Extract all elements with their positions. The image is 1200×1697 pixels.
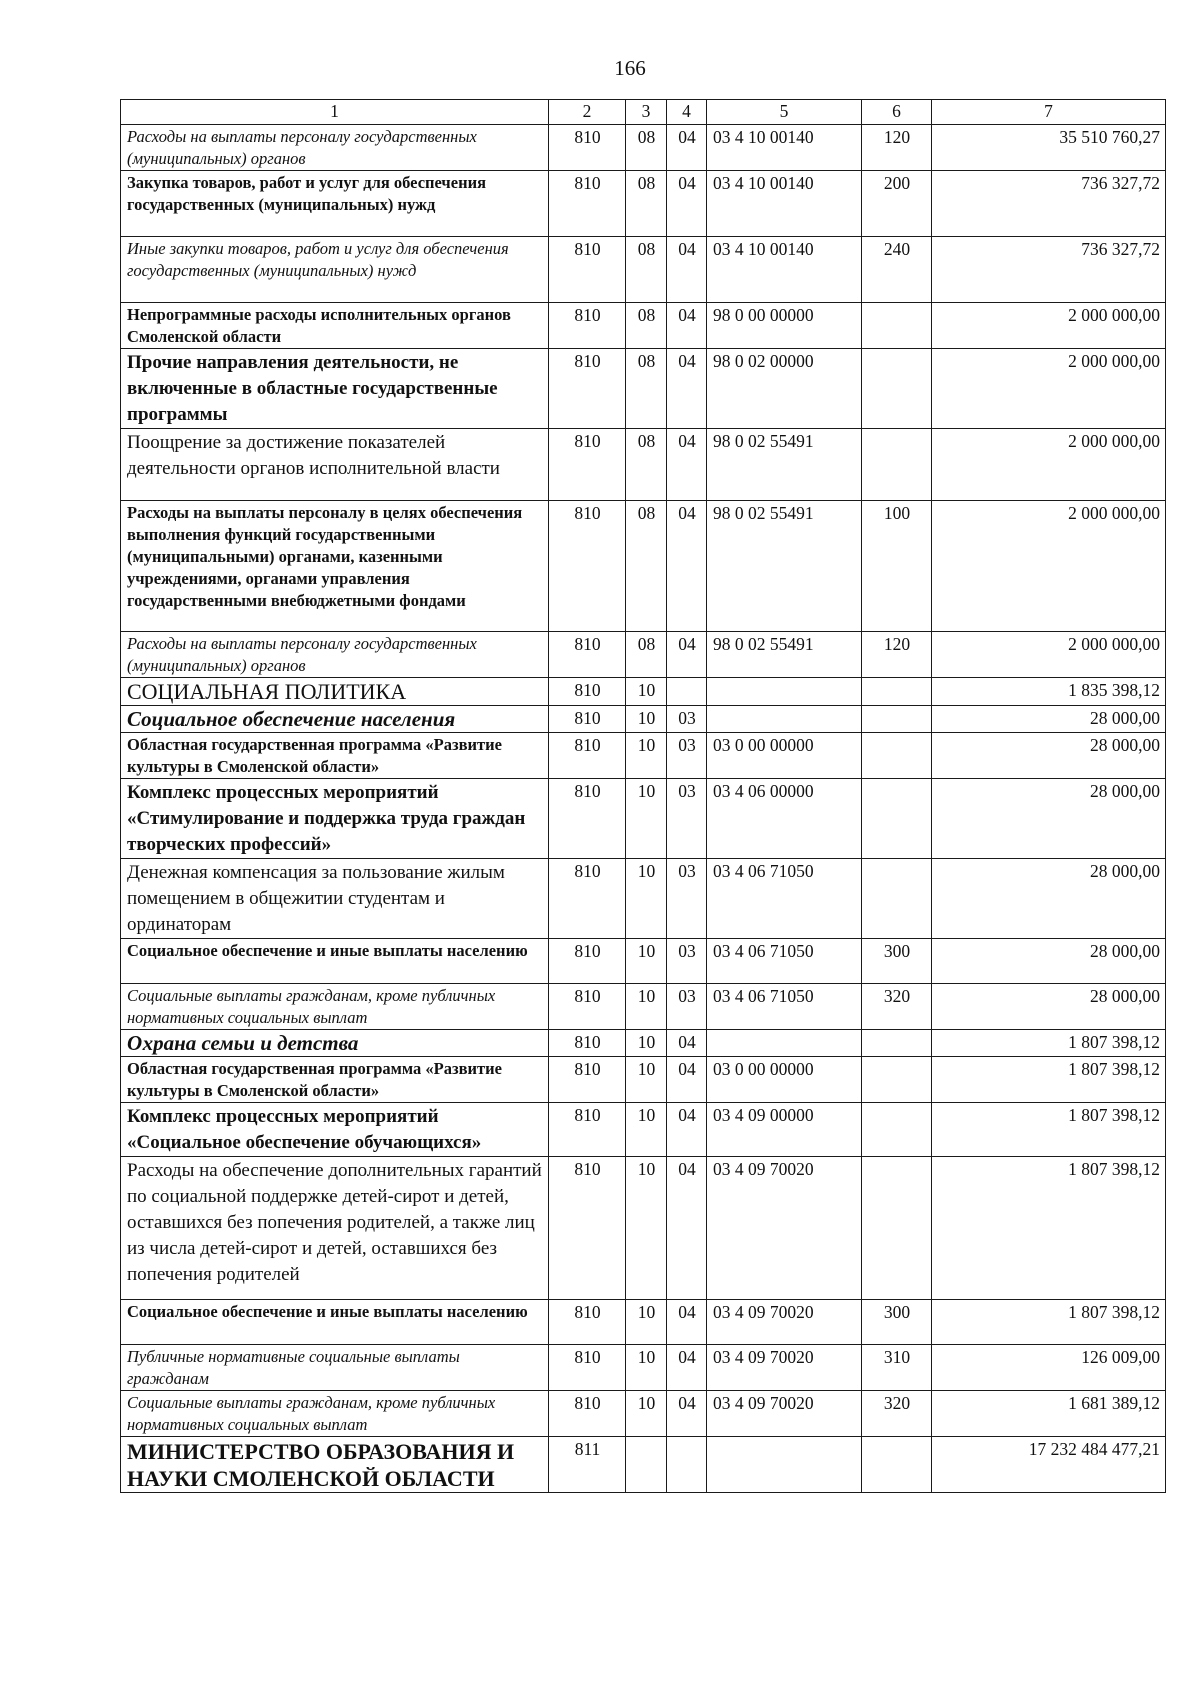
amount: 1 835 398,12 bbox=[932, 678, 1166, 706]
target-article bbox=[707, 1030, 862, 1057]
amount: 2 000 000,00 bbox=[932, 349, 1166, 429]
table-row bbox=[121, 429, 1166, 501]
admin-code: 810 bbox=[549, 171, 626, 237]
amount: 1 807 398,12 bbox=[932, 1057, 1166, 1103]
row-name: Социальные выплаты гражданам, кроме публичных нормативных социальных выплат bbox=[121, 1391, 549, 1437]
subsection-code: 03 bbox=[667, 984, 707, 1030]
table-row bbox=[121, 501, 1166, 632]
row-name: Социальное обеспечение и иные выплаты населению bbox=[121, 939, 549, 984]
section-code: 08 bbox=[626, 632, 667, 678]
subsection-code bbox=[667, 1437, 707, 1493]
table-row bbox=[121, 1391, 1166, 1437]
expense-type bbox=[862, 678, 932, 706]
row-name: Областная государственная программа «Развитие культуры в Смоленской области» bbox=[121, 733, 549, 779]
target-article: 98 0 02 00000 bbox=[707, 349, 862, 429]
subsection-code: 04 bbox=[667, 1057, 707, 1103]
amount: 28 000,00 bbox=[932, 859, 1166, 939]
subsection-code: 04 bbox=[667, 1030, 707, 1057]
expense-type bbox=[862, 429, 932, 501]
row-name: Комплекс процессных мероприятий «Социальное обеспечение обучающихся» bbox=[121, 1103, 549, 1157]
row-name: Непрограммные расходы исполнительных органов Смоленской области bbox=[121, 303, 549, 349]
target-article: 98 0 02 55491 bbox=[707, 632, 862, 678]
row-name: Поощрение за достижение показателей деятельности органов исполнительной власти bbox=[121, 429, 549, 501]
row-name: Закупка товаров, работ и услуг для обеспечения государственных (муниципальных) нужд bbox=[121, 171, 549, 237]
row-name: Социальное обеспечение населения bbox=[121, 706, 549, 733]
target-article: 03 4 09 70020 bbox=[707, 1391, 862, 1437]
amount: 28 000,00 bbox=[932, 939, 1166, 984]
col-header-5: 5 bbox=[707, 100, 862, 125]
section-code: 08 bbox=[626, 237, 667, 303]
col-header-3: 3 bbox=[626, 100, 667, 125]
row-name: Денежная компенсация за пользование жилым помещением в общежитии студентам и ординаторам bbox=[121, 859, 549, 939]
section-code: 08 bbox=[626, 349, 667, 429]
table-row bbox=[121, 171, 1166, 237]
subsection-code: 04 bbox=[667, 1157, 707, 1300]
col-header-4: 4 bbox=[667, 100, 707, 125]
target-article: 03 4 09 00000 bbox=[707, 1103, 862, 1157]
admin-code: 810 bbox=[549, 1157, 626, 1300]
subsection-code bbox=[667, 678, 707, 706]
target-article: 98 0 00 00000 bbox=[707, 303, 862, 349]
table-row bbox=[121, 349, 1166, 429]
section-code: 10 bbox=[626, 1345, 667, 1391]
expense-type: 310 bbox=[862, 1345, 932, 1391]
admin-code: 810 bbox=[549, 984, 626, 1030]
target-article: 03 4 09 70020 bbox=[707, 1345, 862, 1391]
subsection-code: 03 bbox=[667, 733, 707, 779]
amount: 35 510 760,27 bbox=[932, 125, 1166, 171]
target-article: 03 0 00 00000 bbox=[707, 733, 862, 779]
target-article: 03 4 06 71050 bbox=[707, 939, 862, 984]
admin-code: 810 bbox=[549, 1345, 626, 1391]
expense-type: 300 bbox=[862, 939, 932, 984]
target-article: 03 4 10 00140 bbox=[707, 171, 862, 237]
target-article: 03 0 00 00000 bbox=[707, 1057, 862, 1103]
row-name: Публичные нормативные социальные выплаты гражданам bbox=[121, 1345, 549, 1391]
amount: 28 000,00 bbox=[932, 706, 1166, 733]
row-name: Охрана семьи и детства bbox=[121, 1030, 549, 1057]
section-code: 08 bbox=[626, 303, 667, 349]
subsection-code: 04 bbox=[667, 1300, 707, 1345]
section-code: 10 bbox=[626, 1057, 667, 1103]
table-row bbox=[121, 1345, 1166, 1391]
row-name: Расходы на обеспечение дополнительных гарантий по социальной поддержке детей-сирот и детей, оставшихся без попечения родителей, а также лиц из числа детей-сирот и детей, оставшихся без попечения родителей bbox=[121, 1157, 549, 1300]
amount: 28 000,00 bbox=[932, 733, 1166, 779]
section-code: 08 bbox=[626, 125, 667, 171]
section-code: 10 bbox=[626, 1103, 667, 1157]
table-row bbox=[121, 303, 1166, 349]
table-row bbox=[121, 237, 1166, 303]
col-header-7: 7 bbox=[932, 100, 1166, 125]
target-article: 03 4 06 71050 bbox=[707, 859, 862, 939]
table-row bbox=[121, 1103, 1166, 1157]
expense-type bbox=[862, 303, 932, 349]
admin-code: 810 bbox=[549, 706, 626, 733]
admin-code: 810 bbox=[549, 678, 626, 706]
subsection-code: 04 bbox=[667, 501, 707, 632]
admin-code: 810 bbox=[549, 1391, 626, 1437]
section-code bbox=[626, 1437, 667, 1493]
table-row bbox=[121, 1157, 1166, 1300]
table-row bbox=[121, 1057, 1166, 1103]
admin-code: 810 bbox=[549, 303, 626, 349]
admin-code: 810 bbox=[549, 349, 626, 429]
expense-type: 120 bbox=[862, 632, 932, 678]
row-name: Иные закупки товаров, работ и услуг для обеспечения государственных (муниципальных) нужд bbox=[121, 237, 549, 303]
admin-code: 810 bbox=[549, 501, 626, 632]
amount: 1 807 398,12 bbox=[932, 1300, 1166, 1345]
subsection-code: 04 bbox=[667, 632, 707, 678]
section-code: 08 bbox=[626, 429, 667, 501]
amount: 1 807 398,12 bbox=[932, 1030, 1166, 1057]
expense-type: 240 bbox=[862, 237, 932, 303]
row-name: Расходы на выплаты персоналу государственных (муниципальных) органов bbox=[121, 125, 549, 171]
amount: 2 000 000,00 bbox=[932, 632, 1166, 678]
expense-type bbox=[862, 1030, 932, 1057]
section-code: 08 bbox=[626, 171, 667, 237]
admin-code: 810 bbox=[549, 733, 626, 779]
section-code: 10 bbox=[626, 984, 667, 1030]
expense-type bbox=[862, 1437, 932, 1493]
section-code: 10 bbox=[626, 1030, 667, 1057]
table-row bbox=[121, 984, 1166, 1030]
target-article: 98 0 02 55491 bbox=[707, 501, 862, 632]
admin-code: 810 bbox=[549, 632, 626, 678]
admin-code: 810 bbox=[549, 237, 626, 303]
amount: 2 000 000,00 bbox=[932, 501, 1166, 632]
table-row bbox=[121, 859, 1166, 939]
section-code: 10 bbox=[626, 678, 667, 706]
row-name: Расходы на выплаты персоналу государственных (муниципальных) органов bbox=[121, 632, 549, 678]
subsection-code: 04 bbox=[667, 1345, 707, 1391]
expense-type: 320 bbox=[862, 984, 932, 1030]
amount: 126 009,00 bbox=[932, 1345, 1166, 1391]
target-article: 98 0 02 55491 bbox=[707, 429, 862, 501]
table-row bbox=[121, 1437, 1166, 1493]
row-name: Социальные выплаты гражданам, кроме публичных нормативных социальных выплат bbox=[121, 984, 549, 1030]
page-number: 166 bbox=[614, 56, 646, 80]
admin-code: 810 bbox=[549, 1103, 626, 1157]
table-row bbox=[121, 678, 1166, 706]
admin-code: 810 bbox=[549, 859, 626, 939]
row-name: Прочие направления деятельности, не включенные в областные государственные программы bbox=[121, 349, 549, 429]
target-article: 03 4 06 71050 bbox=[707, 984, 862, 1030]
subsection-code: 03 bbox=[667, 859, 707, 939]
amount: 28 000,00 bbox=[932, 779, 1166, 859]
target-article bbox=[707, 706, 862, 733]
row-name: Комплекс процессных мероприятий «Стимулирование и поддержка труда граждан творческих профессий» bbox=[121, 779, 549, 859]
admin-code: 810 bbox=[549, 1030, 626, 1057]
section-code: 10 bbox=[626, 779, 667, 859]
table-row bbox=[121, 939, 1166, 984]
table-row bbox=[121, 125, 1166, 171]
target-article bbox=[707, 1437, 862, 1493]
header-row bbox=[121, 100, 1166, 125]
target-article: 03 4 09 70020 bbox=[707, 1157, 862, 1300]
target-article: 03 4 10 00140 bbox=[707, 237, 862, 303]
admin-code: 810 bbox=[549, 779, 626, 859]
subsection-code: 04 bbox=[667, 171, 707, 237]
section-code: 10 bbox=[626, 733, 667, 779]
section-code: 10 bbox=[626, 706, 667, 733]
row-name: Областная государственная программа «Развитие культуры в Смоленской области» bbox=[121, 1057, 549, 1103]
target-article: 03 4 06 00000 bbox=[707, 779, 862, 859]
subsection-code: 04 bbox=[667, 1391, 707, 1437]
subsection-code: 03 bbox=[667, 939, 707, 984]
expense-type: 320 bbox=[862, 1391, 932, 1437]
admin-code: 810 bbox=[549, 125, 626, 171]
amount: 17 232 484 477,21 bbox=[932, 1437, 1166, 1493]
col-header-2: 2 bbox=[549, 100, 626, 125]
section-code: 10 bbox=[626, 859, 667, 939]
expense-type bbox=[862, 779, 932, 859]
table-row bbox=[121, 733, 1166, 779]
target-article: 03 4 10 00140 bbox=[707, 125, 862, 171]
subsection-code: 04 bbox=[667, 429, 707, 501]
expense-type: 300 bbox=[862, 1300, 932, 1345]
row-name: Расходы на выплаты персоналу в целях обеспечения выполнения функций государственными (муниципальными) органами, казенными учреждениями, органами управления государственными внебюджетными фондами bbox=[121, 501, 549, 632]
amount: 1 681 389,12 bbox=[932, 1391, 1166, 1437]
amount: 1 807 398,12 bbox=[932, 1103, 1166, 1157]
section-code: 08 bbox=[626, 501, 667, 632]
subsection-code: 03 bbox=[667, 706, 707, 733]
admin-code: 810 bbox=[549, 939, 626, 984]
target-article bbox=[707, 678, 862, 706]
col-header-6: 6 bbox=[862, 100, 932, 125]
expense-type bbox=[862, 349, 932, 429]
subsection-code: 04 bbox=[667, 1103, 707, 1157]
table-row bbox=[121, 779, 1166, 859]
table-row bbox=[121, 1030, 1166, 1057]
amount: 2 000 000,00 bbox=[932, 303, 1166, 349]
section-code: 10 bbox=[626, 1157, 667, 1300]
expense-type bbox=[862, 1103, 932, 1157]
expense-type bbox=[862, 706, 932, 733]
subsection-code: 03 bbox=[667, 779, 707, 859]
row-name: Социальное обеспечение и иные выплаты населению bbox=[121, 1300, 549, 1345]
expense-type: 100 bbox=[862, 501, 932, 632]
amount: 28 000,00 bbox=[932, 984, 1166, 1030]
subsection-code: 04 bbox=[667, 237, 707, 303]
amount: 1 807 398,12 bbox=[932, 1157, 1166, 1300]
row-name: СОЦИАЛЬНАЯ ПОЛИТИКА bbox=[121, 678, 549, 706]
section-code: 10 bbox=[626, 1391, 667, 1437]
expense-type: 200 bbox=[862, 171, 932, 237]
row-name: МИНИСТЕРСТВО ОБРАЗОВАНИЯ И НАУКИ СМОЛЕНСКОЙ ОБЛАСТИ bbox=[121, 1437, 549, 1493]
subsection-code: 04 bbox=[667, 349, 707, 429]
expense-type bbox=[862, 1057, 932, 1103]
expense-type bbox=[862, 1157, 932, 1300]
amount: 736 327,72 bbox=[932, 171, 1166, 237]
table-row bbox=[121, 632, 1166, 678]
admin-code: 810 bbox=[549, 429, 626, 501]
amount: 2 000 000,00 bbox=[932, 429, 1166, 501]
expense-type bbox=[862, 859, 932, 939]
subsection-code: 04 bbox=[667, 125, 707, 171]
section-code: 10 bbox=[626, 939, 667, 984]
table-row bbox=[121, 706, 1166, 733]
expense-type bbox=[862, 733, 932, 779]
target-article: 03 4 09 70020 bbox=[707, 1300, 862, 1345]
expense-type: 120 bbox=[862, 125, 932, 171]
admin-code: 811 bbox=[549, 1437, 626, 1493]
section-code: 10 bbox=[626, 1300, 667, 1345]
admin-code: 810 bbox=[549, 1300, 626, 1345]
subsection-code: 04 bbox=[667, 303, 707, 349]
amount: 736 327,72 bbox=[932, 237, 1166, 303]
admin-code: 810 bbox=[549, 1057, 626, 1103]
col-header-1: 1 bbox=[121, 100, 549, 125]
budget-table bbox=[120, 99, 1166, 1493]
table-row bbox=[121, 1300, 1166, 1345]
